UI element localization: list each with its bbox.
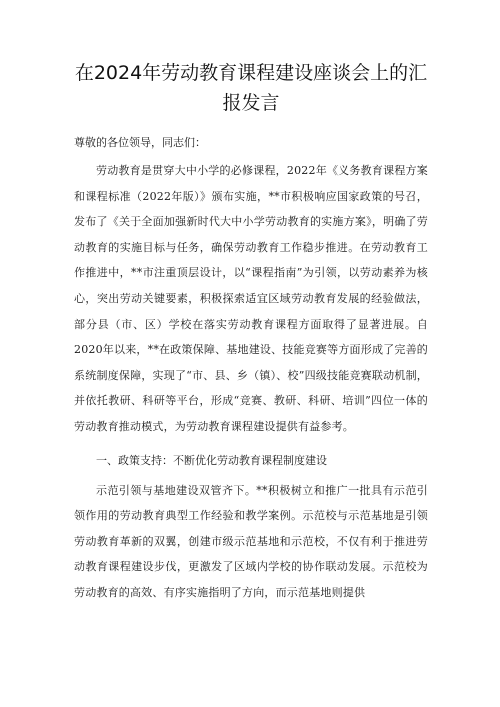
document-title: 在2024年劳动教育课程建设座谈会上的汇报发言 (74, 62, 428, 114)
body-paragraph: 劳动教育是贯穿大中小学的必修课程，2022年《义务教育课程方案和课程标准（2022年版）》颁布实施，**市积极响应国家政策的号召，发布了《关于全面加强新时代大中小学劳动教育的实施方案》，明确了劳动教育的实施目标与任务，确保劳动教育工作稳步推进。在劳动教育工作推进中，**市注重顶层设计，以“课程指南”为引领，以劳动素养为核心，突出劳动关键要素，积极探索适宜区域劳动教育发展的经验做法，部分县（市、区）学校在落实劳动教育课程方面取得了显著进展。自2020年以来，**在政策保障、基地建设、技能竞赛等方面形成了完善的系统制度保障，实现了“市、县、乡（镇）、校”四级技能竞赛联动机制，并依托教研、科研等平台，形成“竞赛、教研、科研、培训”四位一体的劳动教育推动模式，为劳动教育课程建设提供有益参考。 (74, 164, 428, 433)
body-paragraph: 示范引领与基地建设双管齐下。**积极树立和推广一批具有示范引领作用的劳动教育典型工作经验和教学案例。示范校与示范基地是引领劳动教育革新的双翼，创建市级示范基地和示范校，不仅有利于推进劳动教育课程建设步伐，更激发了区域内学校的协作联动发展。示范校为劳动教育的高效、有序实施指明了方向，而示范基地则提供 (74, 483, 428, 599)
section-heading: 一、政策支持：不断优化劳动教育课程制度建设 (96, 453, 327, 467)
salutation: 尊敬的各位领导，同志们： (74, 136, 206, 149)
